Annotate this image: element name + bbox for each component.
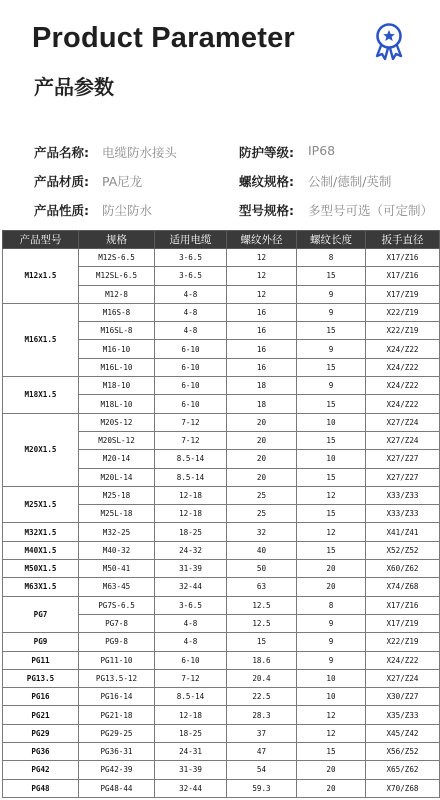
table-cell: X17/Z19 — [366, 285, 440, 303]
table-cell: 9 — [297, 633, 366, 651]
table-cell: 20 — [297, 560, 366, 578]
table-cell: 9 — [297, 285, 366, 303]
table-row — [3, 560, 440, 578]
table-cell: M20-14 — [79, 450, 155, 468]
table-cell: 16 — [227, 303, 297, 321]
table-cell: 16 — [227, 358, 297, 376]
attribute-row — [34, 143, 434, 172]
table-cell: 16 — [227, 340, 297, 358]
table-cell: 12-18 — [155, 505, 227, 523]
column-header: 适用电缆 — [155, 231, 227, 249]
table-cell: 15 — [227, 633, 297, 651]
table-cell: M16-10 — [79, 340, 155, 358]
table-cell: M18-10 — [79, 377, 155, 395]
table-cell: X24/Z22 — [366, 395, 440, 413]
table-row — [3, 633, 440, 651]
attribute-label: 产品材质: — [34, 174, 89, 189]
table-row — [3, 706, 440, 724]
spec-table-body — [3, 249, 440, 798]
product-type-cell: PG48 — [3, 779, 79, 797]
table-cell: 15 — [297, 541, 366, 559]
table-cell: X74/Z68 — [366, 578, 440, 596]
attribute-row — [34, 172, 434, 201]
product-attributes — [34, 143, 434, 230]
table-cell: X52/Z52 — [366, 541, 440, 559]
product-type-cell: PG9 — [3, 633, 79, 651]
table-cell: 12 — [297, 486, 366, 504]
award-ribbon-icon — [372, 22, 406, 60]
table-cell: X17/Z16 — [366, 596, 440, 614]
table-cell: X27/Z24 — [366, 413, 440, 431]
attribute-label: 防护等级: — [239, 145, 294, 160]
table-row — [3, 578, 440, 596]
table-cell: 20 — [227, 468, 297, 486]
table-cell: X22/Z19 — [366, 633, 440, 651]
table-cell: M20SL-12 — [79, 431, 155, 449]
table-cell: 12-18 — [155, 706, 227, 724]
table-cell: 31-39 — [155, 761, 227, 779]
table-cell: M63-45 — [79, 578, 155, 596]
table-cell: 25 — [227, 486, 297, 504]
table-cell: 7-12 — [155, 431, 227, 449]
table-cell: 18-25 — [155, 523, 227, 541]
attribute-value: 防尘防水 — [102, 203, 153, 218]
table-cell: 3-6.5 — [155, 596, 227, 614]
table-cell: X17/Z16 — [366, 249, 440, 267]
table-row — [3, 377, 440, 395]
table-cell: 15 — [297, 322, 366, 340]
table-cell: 50 — [227, 560, 297, 578]
spec-table — [2, 230, 440, 798]
table-cell: 8.5-14 — [155, 450, 227, 468]
table-cell: X45/Z42 — [366, 724, 440, 742]
table-cell: 20 — [297, 578, 366, 596]
table-cell: 7-12 — [155, 669, 227, 687]
table-cell: 9 — [297, 651, 366, 669]
table-cell: 10 — [297, 688, 366, 706]
table-cell: M20L-14 — [79, 468, 155, 486]
table-cell: 18.6 — [227, 651, 297, 669]
table-cell: 20 — [227, 431, 297, 449]
table-cell: 32-44 — [155, 779, 227, 797]
attribute-value: 电缆防水接头 — [102, 145, 178, 160]
product-type-cell: M20X1.5 — [3, 413, 79, 486]
table-cell: 4-8 — [155, 633, 227, 651]
table-cell: X56/Z52 — [366, 743, 440, 761]
table-cell: 47 — [227, 743, 297, 761]
table-cell: 7-12 — [155, 413, 227, 431]
product-type-cell: PG7 — [3, 596, 79, 633]
table-cell: 12.5 — [227, 596, 297, 614]
product-type-cell: M12x1.5 — [3, 249, 79, 304]
product-type-cell: M40X1.5 — [3, 541, 79, 559]
table-cell: 12-18 — [155, 486, 227, 504]
table-cell: PG7S-6.5 — [79, 596, 155, 614]
table-cell: 4-8 — [155, 322, 227, 340]
table-cell: 15 — [297, 743, 366, 761]
table-cell: X27/Z27 — [366, 450, 440, 468]
table-cell: 15 — [297, 468, 366, 486]
table-cell: M32-25 — [79, 523, 155, 541]
product-type-cell: M32X1.5 — [3, 523, 79, 541]
table-row — [3, 651, 440, 669]
table-cell: M40-32 — [79, 541, 155, 559]
table-row — [3, 303, 440, 321]
table-cell: 20 — [297, 761, 366, 779]
table-row — [3, 541, 440, 559]
table-cell: 32-44 — [155, 578, 227, 596]
table-cell: X27/Z24 — [366, 669, 440, 687]
table-cell: PG9-8 — [79, 633, 155, 651]
table-cell: 20.4 — [227, 669, 297, 687]
attribute-label: 螺纹规格: — [239, 174, 294, 189]
table-cell: PG16-14 — [79, 688, 155, 706]
table-cell: M50-41 — [79, 560, 155, 578]
table-cell: 40 — [227, 541, 297, 559]
table-cell: 37 — [227, 724, 297, 742]
attribute-value: 公制/德制/英制 — [308, 174, 392, 189]
table-cell: X65/Z62 — [366, 761, 440, 779]
table-row — [3, 523, 440, 541]
product-type-cell: PG42 — [3, 761, 79, 779]
table-cell: X41/Z41 — [366, 523, 440, 541]
attribute-value: IP68 — [308, 143, 336, 158]
table-cell: 15 — [297, 505, 366, 523]
table-cell: 20 — [227, 413, 297, 431]
table-cell: 63 — [227, 578, 297, 596]
page-title-chinese: 产品参数 — [34, 75, 114, 99]
attribute-value: 多型号可选（可定制） — [308, 203, 434, 218]
table-cell: 12 — [227, 267, 297, 285]
table-cell: 18 — [227, 377, 297, 395]
table-cell: M16SL-8 — [79, 322, 155, 340]
table-cell: X27/Z24 — [366, 431, 440, 449]
table-cell: 54 — [227, 761, 297, 779]
table-cell: 28.3 — [227, 706, 297, 724]
table-cell: PG48-44 — [79, 779, 155, 797]
table-cell: X17/Z19 — [366, 614, 440, 632]
table-cell: PG36-31 — [79, 743, 155, 761]
column-header: 规格 — [79, 231, 155, 249]
table-cell: 20 — [297, 779, 366, 797]
table-cell: 32 — [227, 523, 297, 541]
table-cell: M25L-18 — [79, 505, 155, 523]
table-cell: 9 — [297, 614, 366, 632]
table-row — [3, 249, 440, 267]
product-type-cell: PG16 — [3, 688, 79, 706]
table-cell: 4-8 — [155, 303, 227, 321]
table-row — [3, 413, 440, 431]
table-cell: X24/Z22 — [366, 377, 440, 395]
table-cell: X24/Z22 — [366, 340, 440, 358]
table-cell: X24/Z22 — [366, 651, 440, 669]
table-cell: X70/Z68 — [366, 779, 440, 797]
table-cell: 9 — [297, 377, 366, 395]
table-cell: X17/Z16 — [366, 267, 440, 285]
table-cell: M16L-10 — [79, 358, 155, 376]
product-type-cell: PG11 — [3, 651, 79, 669]
table-cell: PG7-8 — [79, 614, 155, 632]
product-type-cell: M16X1.5 — [3, 303, 79, 376]
table-cell: 10 — [297, 669, 366, 687]
table-cell: 20 — [227, 450, 297, 468]
table-cell: 12 — [297, 724, 366, 742]
table-cell: M16S-8 — [79, 303, 155, 321]
table-cell: X33/Z33 — [366, 486, 440, 504]
table-cell: 15 — [297, 358, 366, 376]
table-cell: 9 — [297, 303, 366, 321]
product-type-cell: M63X1.5 — [3, 578, 79, 596]
table-row — [3, 688, 440, 706]
table-cell: 24-31 — [155, 743, 227, 761]
table-cell: 6-10 — [155, 395, 227, 413]
table-cell: 8 — [297, 249, 366, 267]
table-cell: X27/Z27 — [366, 468, 440, 486]
table-cell: M12SL-6.5 — [79, 267, 155, 285]
table-row — [3, 669, 440, 687]
attribute-value: PA尼龙 — [102, 174, 143, 189]
page-title-english: Product Parameter — [32, 22, 295, 54]
table-cell: 10 — [297, 413, 366, 431]
table-cell: PG13.5-12 — [79, 669, 155, 687]
attribute-label: 产品名称: — [34, 145, 89, 160]
column-header: 螺纹外径 — [227, 231, 297, 249]
table-cell: 25 — [227, 505, 297, 523]
product-type-cell: PG21 — [3, 706, 79, 724]
table-cell: 6-10 — [155, 377, 227, 395]
table-cell: 6-10 — [155, 651, 227, 669]
table-cell: PG21-18 — [79, 706, 155, 724]
table-cell: 8 — [297, 596, 366, 614]
table-cell: X22/Z19 — [366, 322, 440, 340]
attribute-label: 型号规格: — [239, 203, 294, 218]
table-cell: 22.5 — [227, 688, 297, 706]
table-cell: X35/Z33 — [366, 706, 440, 724]
table-cell: 6-10 — [155, 358, 227, 376]
column-header: 螺纹长度 — [297, 231, 366, 249]
table-cell: 3-6.5 — [155, 267, 227, 285]
table-row — [3, 779, 440, 797]
table-cell: 12 — [297, 706, 366, 724]
table-row — [3, 596, 440, 614]
table-cell: X22/Z19 — [366, 303, 440, 321]
table-cell: 31-39 — [155, 560, 227, 578]
table-cell: PG11-10 — [79, 651, 155, 669]
table-row — [3, 486, 440, 504]
table-cell: 15 — [297, 431, 366, 449]
table-cell: 18 — [227, 395, 297, 413]
table-cell: 12 — [227, 285, 297, 303]
product-type-cell: M18X1.5 — [3, 377, 79, 414]
product-type-cell: M25X1.5 — [3, 486, 79, 523]
table-row — [3, 743, 440, 761]
table-cell: PG42-39 — [79, 761, 155, 779]
table-cell: 59.3 — [227, 779, 297, 797]
table-cell: 8.5-14 — [155, 468, 227, 486]
table-cell: 12 — [297, 523, 366, 541]
table-row — [3, 724, 440, 742]
table-cell: 3-6.5 — [155, 249, 227, 267]
table-header-row — [3, 231, 440, 249]
attribute-label: 产品性质: — [34, 203, 89, 218]
table-cell: 8.5-14 — [155, 688, 227, 706]
table-cell: 4-8 — [155, 285, 227, 303]
column-header: 扳手直径 — [366, 231, 440, 249]
table-cell: M18L-10 — [79, 395, 155, 413]
product-type-cell: PG13.5 — [3, 669, 79, 687]
table-cell: X33/Z33 — [366, 505, 440, 523]
product-type-cell: PG36 — [3, 743, 79, 761]
table-cell: 4-8 — [155, 614, 227, 632]
table-cell: X24/Z22 — [366, 358, 440, 376]
column-header: 产品型号 — [3, 231, 79, 249]
table-cell: M25-18 — [79, 486, 155, 504]
table-row — [3, 761, 440, 779]
table-cell: PG29-25 — [79, 724, 155, 742]
table-cell: 9 — [297, 340, 366, 358]
table-cell: 15 — [297, 395, 366, 413]
table-cell: M12-8 — [79, 285, 155, 303]
table-cell: 16 — [227, 322, 297, 340]
table-cell: 15 — [297, 267, 366, 285]
table-cell: 12 — [227, 249, 297, 267]
table-cell: 12.5 — [227, 614, 297, 632]
product-type-cell: PG29 — [3, 724, 79, 742]
table-cell: 24-32 — [155, 541, 227, 559]
table-cell: 10 — [297, 450, 366, 468]
table-cell: M20S-12 — [79, 413, 155, 431]
attribute-row — [34, 201, 434, 230]
table-cell: X60/Z62 — [366, 560, 440, 578]
table-cell: 6-10 — [155, 340, 227, 358]
table-cell: 18-25 — [155, 724, 227, 742]
table-cell: M12S-6.5 — [79, 249, 155, 267]
product-type-cell: M50X1.5 — [3, 560, 79, 578]
table-cell: X30/Z27 — [366, 688, 440, 706]
